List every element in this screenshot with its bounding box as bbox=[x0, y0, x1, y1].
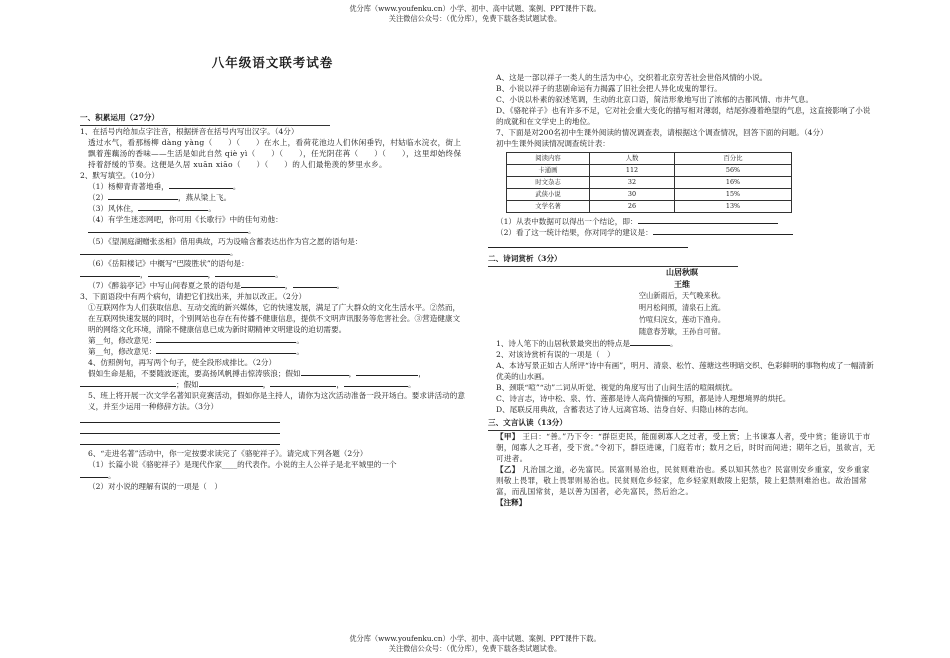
answer-blank[interactable] bbox=[638, 216, 778, 224]
table-caption: 初中生课外阅读情况调查统计表： bbox=[496, 139, 610, 148]
poem bbox=[488, 267, 876, 338]
question-7-item-1: （1）从表中数据可以得出一个结论，即： bbox=[488, 216, 876, 227]
answer-blank[interactable] bbox=[156, 335, 296, 343]
answer-blank[interactable] bbox=[80, 269, 140, 277]
answer-line[interactable] bbox=[80, 413, 280, 423]
table-cell: 26 bbox=[590, 201, 675, 213]
answer-blank[interactable] bbox=[80, 247, 230, 255]
answer-blank[interactable] bbox=[88, 225, 248, 233]
answer-line[interactable] bbox=[80, 435, 280, 445]
passage-yi-label: 【乙】 bbox=[496, 465, 520, 475]
question-5: 5、班上将开展一次文学名著知识竞赛活动，假如你是主持人，请你为这次活动准备一段开场白。要求讲活动的意义，并至少运用一种修辞方法。（3分） bbox=[88, 391, 465, 411]
question-1-passage: 透过水气，看那杨柳 dàng yàng（ ）（ ）在水上，看荷花池边人们休闲垂钓，村姑临水浣衣，街上飘着莲藕汤的香味——生活是如此自然 qiè yì（ ）（ ），任光阴荏苒（ ）（ ），这里却始终保持着舒缓的节奏。这便是久居 xuān xiāo（ ）（ ）的人们最艳羡的梦里水乡。 bbox=[88, 138, 462, 169]
poem-question-2: 2、对该诗赏析有误的一项是（ ） bbox=[496, 350, 615, 360]
question-2-item-4-answer: 。 bbox=[80, 225, 465, 236]
answer-line[interactable] bbox=[80, 424, 280, 434]
question-2-item-5-answer: 。 bbox=[80, 247, 465, 258]
table-cell: 13% bbox=[675, 201, 792, 213]
table-cell: 时文杂志 bbox=[507, 177, 590, 189]
question-6-item-2: （2）对小说的理解有误的一项是（ ） bbox=[88, 482, 222, 491]
table-cell: 文学名著 bbox=[507, 201, 590, 213]
footer-line-1: 优分库（www.youfenku.cn）小学、初中、高中试题、案例、PPT课件下载。 bbox=[349, 634, 601, 643]
answer-blank[interactable] bbox=[108, 192, 178, 200]
poem-author: 王维 bbox=[674, 278, 690, 289]
question-3-fix-1: 第__句，修改意见： 。 bbox=[88, 336, 304, 345]
answer-blank[interactable] bbox=[199, 379, 263, 387]
answer-blank[interactable] bbox=[241, 280, 285, 288]
answer-blank[interactable] bbox=[301, 368, 349, 376]
answer-blank[interactable] bbox=[270, 379, 336, 387]
question-4: 4、仿照例句，再写两个句子，使全段形成排比。（2分） bbox=[88, 358, 277, 367]
answer-blank[interactable] bbox=[138, 203, 208, 211]
answer-blank[interactable] bbox=[344, 379, 408, 387]
option-d: D、《骆驼祥子》也有许多不足，它对社会重大变化的描写相对薄弱，结尾弥漫着绝望的气息，这直接影响了小说的成就和在文学史上的地位。 bbox=[496, 106, 871, 126]
poem-line: 明月松间照，清泉石上流。 bbox=[638, 303, 726, 313]
poem-option-b: B、颈联“喧”“动”二词从听觉、视觉的角度写出了山间生活的喧闹烦扰。 bbox=[496, 383, 738, 393]
page-header bbox=[0, 4, 950, 24]
question-7: 7、下面是对200名初中生课外阅读的情况调查表，请根据这个调查情况，回答下面的问题。（4分） bbox=[496, 128, 828, 137]
notes-label: 【注释】 bbox=[496, 498, 527, 508]
table-cell: 16% bbox=[675, 177, 792, 189]
question-2-item-2: （2） ，燕从梁上飞。 bbox=[88, 193, 232, 202]
passage-yi: 【乙】 凡治国之道，必先富民。民富则易治也，民贫则难治也。奚以知其然也？民富则安乡重家，安乡重家则敬上畏罪，敬上畏罪则易治也。民贫则危乡轻家，危乡轻家则敢陵上犯禁，陵上犯禁则难治也。故治国常富，而乱国常贫，是以善为国者，必先富民，然后治之。 bbox=[496, 465, 870, 497]
question-6-item-1: （1）长篇小说《骆驼祥子》是现代作家____的代表作。小说的主人公祥子是北平城里的一个 bbox=[88, 460, 397, 469]
table-cell: 武侠小说 bbox=[507, 189, 590, 201]
table-row bbox=[507, 201, 792, 213]
section-2-heading: 二、诗词赏析（3分） bbox=[488, 253, 876, 267]
question-2: 2、默写填空。（10分） bbox=[80, 171, 160, 180]
answer-blank[interactable] bbox=[488, 240, 688, 248]
reading-survey-table bbox=[506, 152, 792, 213]
page-footer bbox=[0, 634, 950, 654]
answer-blank[interactable] bbox=[356, 368, 418, 376]
answer-blank[interactable] bbox=[169, 181, 233, 189]
question-4-text: 假如生命是船，不要随波逐流，要高扬风帆搏击惊涛骇浪；假如 ， ， bbox=[88, 369, 426, 378]
option-c: C、小说以朴素的叙述笔调，生动的北京口语，简洁形象地写出了浓郁的古都风情、市井气息。 bbox=[496, 95, 814, 104]
poem-option-c: C、诗言志，诗中松、泉、竹、莲都是诗人高尚情操的写照，都是诗人理想境界的烘托。 bbox=[496, 394, 791, 404]
answer-blank[interactable] bbox=[80, 379, 176, 387]
question-7-item-2: （2）看了这一统计结果，你对同学的建议是： bbox=[488, 227, 876, 238]
table-row bbox=[507, 177, 792, 189]
option-b: B、小说以祥子的悲剧命运有力揭露了旧社会把人异化成鬼的罪行。 bbox=[496, 84, 722, 93]
question-2-item-6-answer: ， ， 。 bbox=[80, 269, 465, 280]
answer-blank[interactable] bbox=[156, 346, 296, 354]
section-3-heading: 三、文言认读（13分） bbox=[488, 417, 876, 431]
table-row bbox=[507, 165, 792, 177]
poem-line: 竹喧归浣女，莲动下渔舟。 bbox=[638, 315, 726, 325]
table-row bbox=[507, 189, 792, 201]
poem-option-a: A、本诗写景正如古人所评“诗中有画”，明月、清泉、松竹、莲塘这些明暗交织、色彩鲜明的事物构成了一幅清新优美的山水画。 bbox=[496, 361, 874, 382]
table-header-cell: 阅读内容 bbox=[507, 153, 590, 165]
poem-option-d: D、尾联反用典故，含蓄表达了诗人远离官场、洁身自好、归隐山林的志向。 bbox=[496, 405, 753, 415]
answer-blank[interactable] bbox=[148, 269, 208, 277]
right-column bbox=[488, 72, 876, 508]
question-2-item-1: （1）杨柳青青著地垂， 。 bbox=[88, 182, 241, 191]
table-cell: 112 bbox=[590, 165, 675, 177]
question-2-item-6: （6）《岳阳楼记》中概写“巴陵胜状”的语句是： bbox=[88, 259, 249, 268]
table-cell: 15% bbox=[675, 189, 792, 201]
footer-line-2: 关注微信公众号：（优分库），免费下载各类试题试卷。 bbox=[388, 644, 562, 653]
table-header-cell: 百分比 bbox=[675, 153, 792, 165]
answer-blank[interactable] bbox=[630, 338, 670, 346]
question-6: 6、“走进名著”活动中，你一定按要求读完了《骆驼祥子》。请完成下列各题（2分） bbox=[88, 449, 368, 458]
poem-line: 空山新雨后，天气晚来秋。 bbox=[638, 291, 726, 301]
table-cell: 30 bbox=[590, 189, 675, 201]
answer-blank[interactable] bbox=[653, 227, 793, 235]
poem-title: 山居秋暝 bbox=[666, 267, 698, 277]
question-2-item-7: （7）《醉翁亭记》中写山间春夏之景的语句是 ， 。 bbox=[88, 281, 345, 290]
question-1: 1、在括号内给加点字注音，根据拼音在括号内写出汉字。（4分） bbox=[80, 127, 299, 136]
table-header-row bbox=[507, 153, 792, 165]
header-line-1: 优分库（www.youfenku.cn）小学、初中、高中试题、案例、PPT课件下载。 bbox=[349, 4, 601, 13]
option-a: A、这是一部以祥子一类人的生活为中心，交织着北京穷苦社会世俗风情的小说。 bbox=[496, 73, 768, 82]
question-7-extra-line bbox=[488, 240, 876, 251]
question-3-passage: ①互联网作为人们获取信息、互动交流的新兴媒体，它的快速发展，满足了广大群众的文化生活水平。②然而，在互联网快速发展的同时，个别网站也存在有传播不健康信息，提供不文明声讯服务等危害社会。③营造健康文明的网络文化环境，清除不健康信息已成为新时期精神文明建设的迫切需要。 bbox=[88, 303, 461, 334]
left-column bbox=[80, 110, 465, 492]
section-1-heading: 一、积累运用（27分） bbox=[80, 112, 465, 126]
header-line-2: 关注微信公众号：（优分库），免费下载各类试题试卷。 bbox=[388, 14, 562, 23]
question-6-item-1-answer: 。 bbox=[80, 470, 465, 481]
question-3: 3、下面语段中有两个病句，请把它们找出来，并加以改正。（2分） bbox=[80, 292, 307, 301]
poem-line: 随意春芳歇，王孙自可留。 bbox=[638, 327, 726, 337]
answer-blank[interactable] bbox=[80, 470, 108, 478]
passage-jia: 【甲】 王曰：“善。”乃下令：“群臣吏民，能面刺寡人之过者，受上赏；上书谏寡人者，受中赏；能谤讥于市朝，闻寡人之耳者，受下赏。”令初下，群臣进谏，门庭若市；数月之后，时时而间进；期年之后，虽欲言，无可进者。 bbox=[496, 432, 876, 464]
passage-jia-label: 【甲】 bbox=[496, 432, 520, 442]
question-4-text-2: ；假如 ， ， 。 bbox=[80, 379, 465, 390]
answer-blank[interactable] bbox=[293, 280, 337, 288]
answer-blank[interactable] bbox=[215, 269, 275, 277]
table-cell: 56% bbox=[675, 165, 792, 177]
table-header-cell: 人数 bbox=[590, 153, 675, 165]
question-3-fix-2: 第__句，修改意见： 。 bbox=[88, 347, 304, 356]
table-cell: 卡通画 bbox=[507, 165, 590, 177]
question-2-item-4: （4）有学生迷恋网吧，你可用《长歌行》中的佳句劝他： bbox=[88, 215, 283, 224]
exam-title: 八年级语文联考试卷 bbox=[211, 55, 334, 70]
table-cell: 32 bbox=[590, 177, 675, 189]
question-2-item-5: （5）《望洞庭湖赠张丞相》借用典故，巧为设喻含蓄表达出作为官之愿的语句是： bbox=[88, 237, 363, 246]
question-2-item-3: （3）风休住， 。 bbox=[88, 204, 216, 213]
poem-question-1: 1、诗人笔下的山居秋景最突出的特点是 。 bbox=[496, 339, 678, 349]
